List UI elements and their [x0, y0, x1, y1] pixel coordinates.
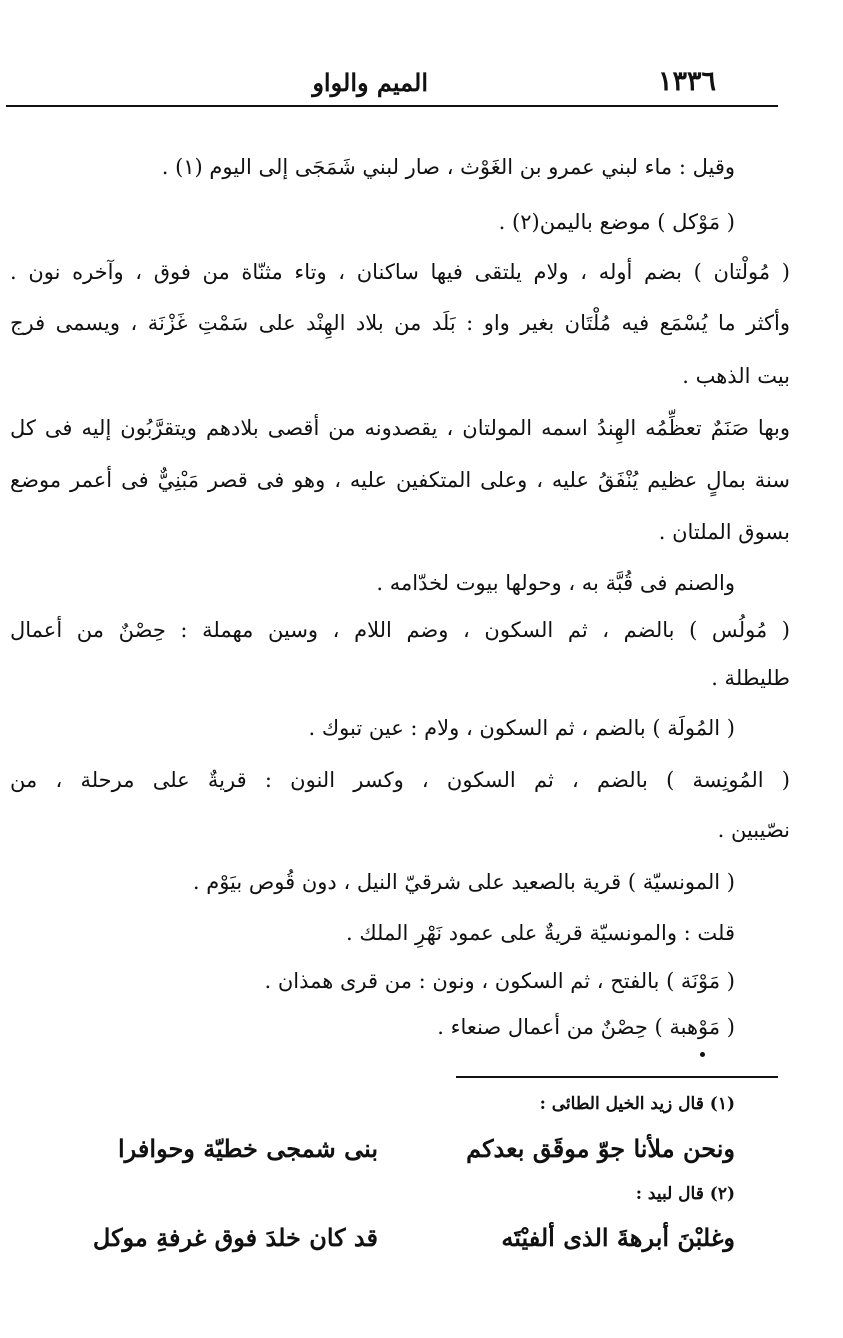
- text-line: ( المُولَة ) بالضم ، ثم السكون ، ولام : عين تبوك .: [308, 716, 735, 740]
- text-line: ( مُولُس ) بالضم ، ثم السكون ، وضم اللام ، وسين مهملة : حِصْنٌ من أعمال: [10, 618, 790, 642]
- text-line: وأكثر ما يُسْمَع فيه مُلْتَان بغير واو : بَلَد من بلاد الهِنْد على سَمْتِ غَزْنَة ، ويسمى فرج: [10, 311, 790, 335]
- footnote-label: (١) قال زيد الخيل الطائى :: [539, 1094, 735, 1114]
- text-line: طليطلة .: [711, 666, 790, 690]
- footnote-verse-hemistich: قد كان خلدَ فوق غرفةِ موكل: [92, 1223, 378, 1252]
- decorative-dot: [700, 1052, 705, 1057]
- text-line: سنة بمالٍ عظيم يُنْفَقُ عليه ، وعلى المتكفين عليه ، وهو فى قصر مَبْنِيٌّ فى أعمر موضع: [10, 468, 790, 492]
- text-line: ( مَوْكل ) موضع باليمن(٢) .: [498, 210, 735, 234]
- text-line: ( المُونِسة ) بالضم ، ثم السكون ، وكسر النون : قريةٌ على مرحلة ، من: [10, 768, 790, 792]
- page-number: ١٣٣٦: [657, 66, 716, 97]
- footnote-verse-hemistich: بنى شمجى خطيّة وحوافرا: [118, 1134, 378, 1163]
- text-line: وبها صَنَمٌ تعظِّمُه الهِندُ اسمه المولتان ، يقصدونه من أقصى بلادهم ويتقرَّبُون إليه فى كل: [10, 416, 790, 440]
- footnote-verse-hemistich: ونحن ملأنا جوّ موقَق بعدكم: [466, 1134, 735, 1163]
- footnote-verse-hemistich: وغلبْنَ أبرهةَ الذى ألفيْتَه: [501, 1223, 735, 1252]
- text-line: ( مُولْتان ) بضم أوله ، ولام يلتقى فيها ساكنان ، وتاء مثنّاة من فوق ، وآخره نون .: [10, 260, 790, 284]
- text-line: ( المونسيّة ) قرية بالصعيد على شرقيّ النيل ، دون قُوص بيَوْم .: [192, 870, 735, 894]
- text-line: بيت الذهب .: [682, 364, 790, 388]
- text-line: ( مَوْهبة ) حِصْنٌ من أعمال صنعاء .: [437, 1015, 735, 1039]
- footnote-label: (٢) قال لبيد :: [635, 1184, 735, 1204]
- text-line: والصنم فى قُبَّة به ، وحولها بيوت لخدّامه .: [376, 571, 735, 595]
- running-title: الميم والواو: [312, 68, 428, 97]
- text-line: وقيل : ماء لبني عمرو بن الغَوْث ، صار لبني شَمَجَى إلى اليوم (١) .: [161, 155, 735, 179]
- page-header: [6, 62, 778, 102]
- text-line: قلت : والمونسيّة قريةٌ على عمود نَهْرِ الملك .: [345, 921, 735, 945]
- text-line: ( مَوْنَة ) بالفتح ، ثم السكون ، ونون : من قرى همذان .: [264, 969, 735, 993]
- footnote-rule: [456, 1076, 778, 1078]
- header-rule: [6, 105, 778, 107]
- text-line: نصّيبين .: [717, 818, 790, 842]
- text-line: بسوق الملتان .: [658, 520, 790, 544]
